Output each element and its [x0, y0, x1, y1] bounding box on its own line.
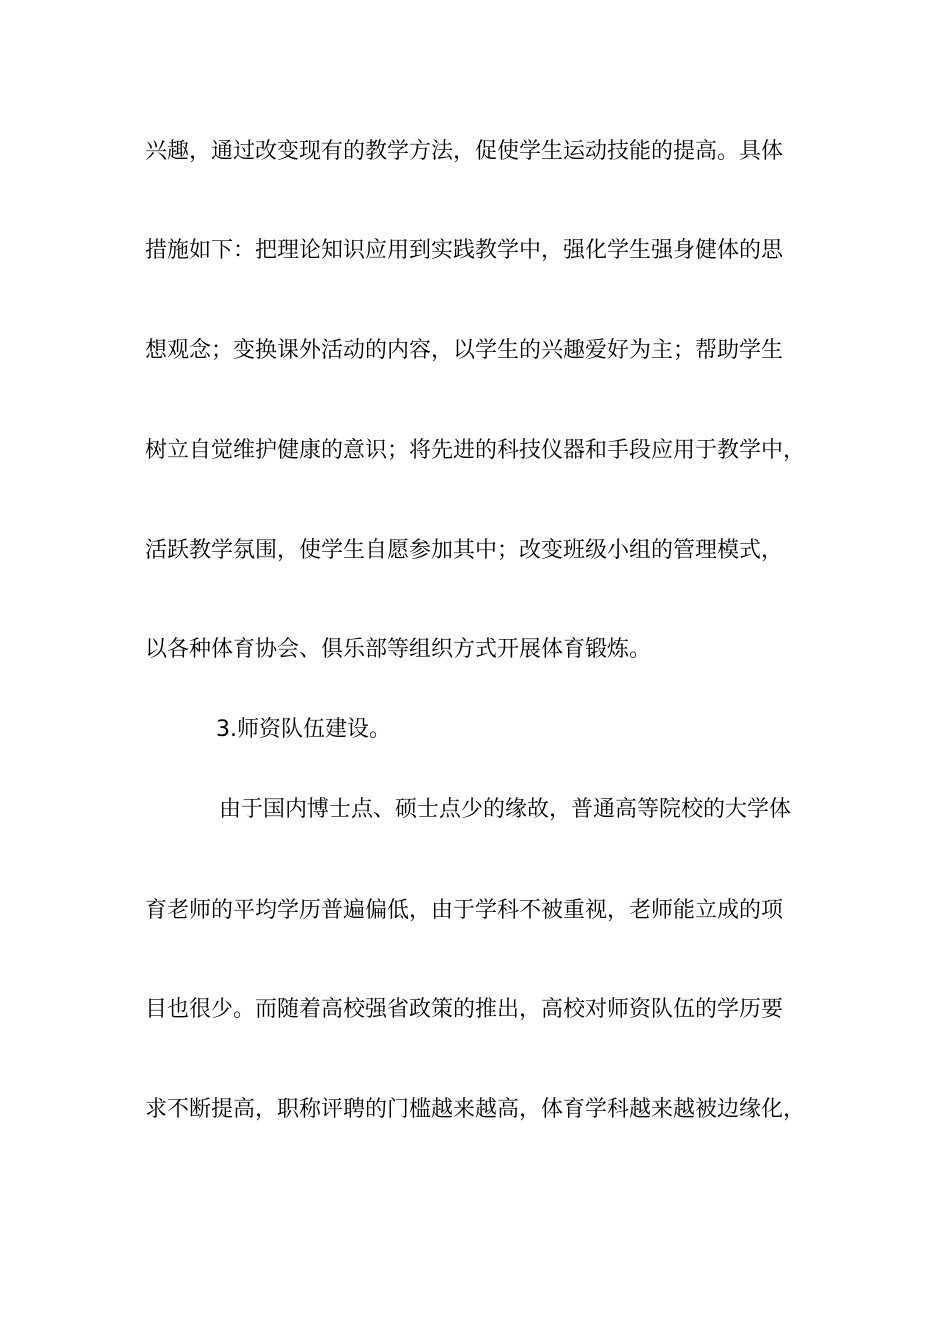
paragraph1-line-6: 以各种体育协会、俱乐部等组织方式开展体育锻炼。	[145, 637, 652, 662]
paragraph2-line-4: 求不断提高，职称评聘的门槛越来越高，体育学科越来越被边缘化，	[145, 1097, 806, 1122]
paragraph1-line-2: 措施如下：把理论知识应用到实践教学中，强化学生强身健体的思	[145, 238, 784, 263]
paragraph2-line-3: 目也很少。而随着高校强省政策的推出，高校对师资队伍的学历要	[145, 997, 784, 1022]
paragraph1-line-4: 树立自觉维护健康的意识；将先进的科技仪器和手段应用于教学中，	[145, 438, 806, 463]
paragraph2-line-1: 由于国内博士点、硕士点少的缘故，普通高等院校的大学体	[219, 797, 792, 822]
paragraph1-line-3: 想观念；变换课外活动的内容，以学生的兴趣爱好为主；帮助学生	[145, 338, 784, 363]
paragraph2-line-2: 育老师的平均学历普遍偏低，由于学科不被重视，老师能立成的项	[145, 898, 784, 923]
section-heading: 3.师资队伍建设。	[216, 717, 391, 742]
paragraph1-line-1: 兴趣，通过改变现有的教学方法，促使学生运动技能的提高。具体	[145, 139, 784, 164]
paragraph1-line-5: 活跃教学氛围，使学生自愿参加其中；改变班级小组的管理模式，	[145, 538, 784, 563]
